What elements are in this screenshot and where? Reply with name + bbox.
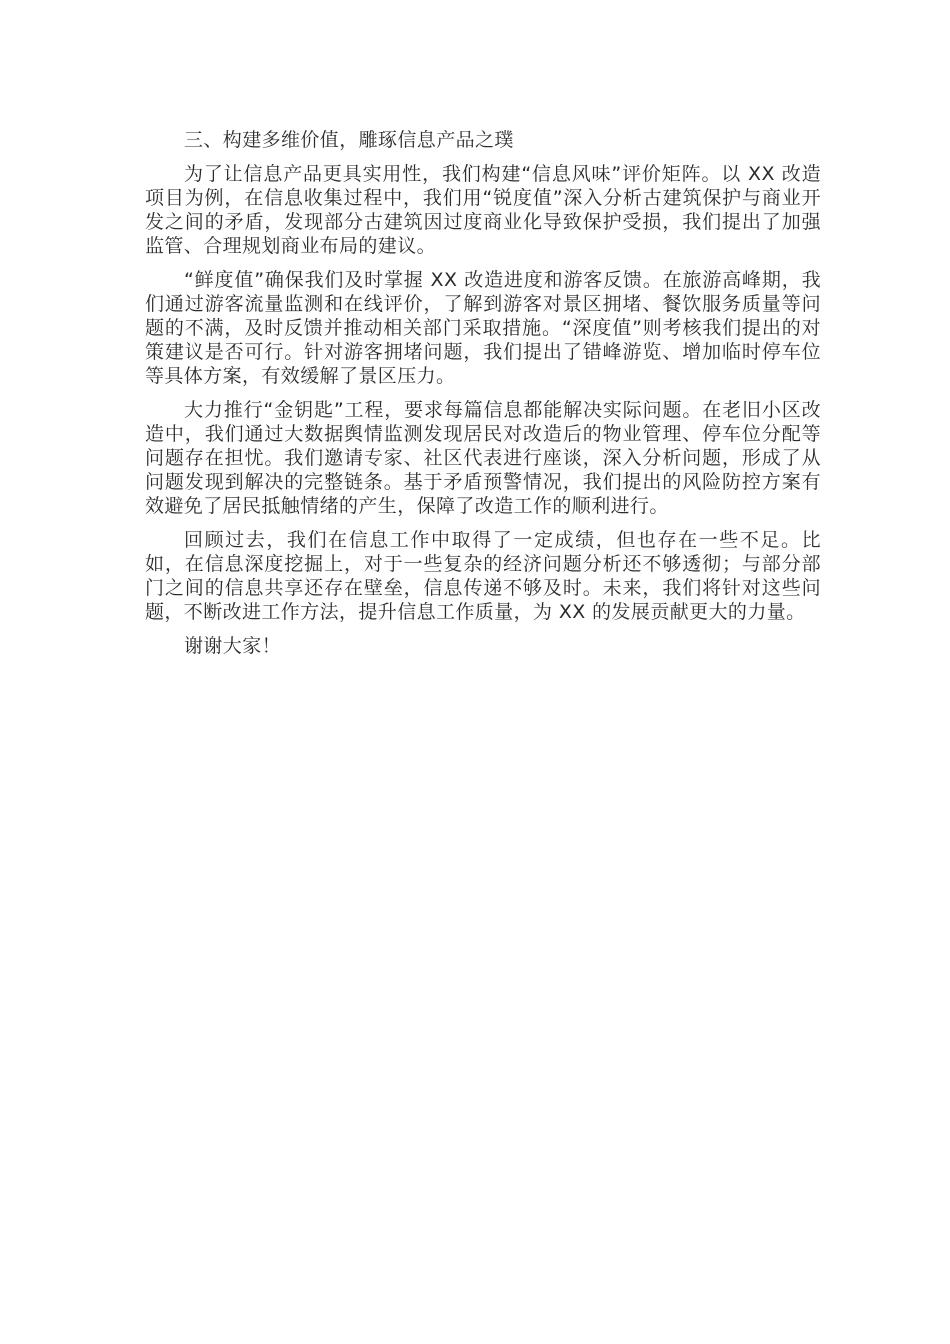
paragraph-review: 回顾过去，我们在信息工作中取得了一定成绩，但也存在一些不足。比如，在信息深度挖掘上，对于一些复杂的经济问题分析还不够透彻；与部分部门之间的信息共享还存在壁垒，信息传递不够及时。未来，我们将针对这些问题，不断改进工作方法，提升信息工作质量，为 XX 的发展贡献更大的力量。 bbox=[145, 529, 821, 623]
paragraph-flavor-matrix: 为了让信息产品更具实用性，我们构建“信息风味”评价矩阵。以 XX 改造项目为例，在信息收集过程中，我们用“锐度值”深入分析古建筑保护与商业开发之间的矛盾，发现部分古建筑因过度商业化导致保护受损，我们提出了加强监管、合理规划商业布局的建议。 bbox=[145, 163, 821, 257]
document-body bbox=[145, 128, 821, 668]
paragraph-freshness-depth: “鲜度值”确保我们及时掌握 XX 改造进度和游客反馈。在旅游高峰期，我们通过游客流量监测和在线评价，了解到游客对景区拥堵、餐饮服务质量等问题的不满，及时反馈并推动相关部门采取措施。“深度值”则考核我们提出的对策建议是否可行。针对游客拥堵问题，我们提出了错峰游览、增加临时停车位等具体方案，有效缓解了景区压力。 bbox=[145, 269, 821, 387]
paragraph-golden-key: 大力推行“金钥匙”工程，要求每篇信息都能解决实际问题。在老旧小区改造中，我们通过大数据舆情监测发现居民对改造后的物业管理、停车位分配等问题存在担忧。我们邀请专家、社区代表进行座谈，深入分析问题，形成了从问题发现到解决的完整链条。基于矛盾预警情况，我们提出的风险防控方案有效避免了居民抵触情绪的产生，保障了改造工作的顺利进行。 bbox=[145, 399, 821, 517]
paragraph-thanks: 谢谢大家！ bbox=[184, 635, 282, 657]
section-heading: 三、构建多维价值，雕琢信息产品之璞 bbox=[184, 129, 514, 151]
